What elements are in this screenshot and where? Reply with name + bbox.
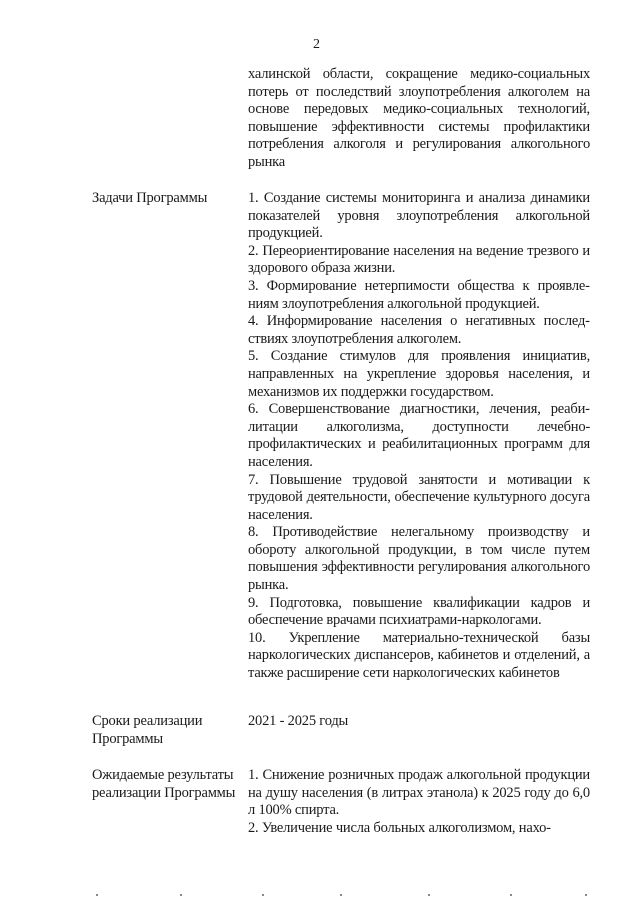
intro-continuation xyxy=(248,66,590,172)
scan-edge-noise xyxy=(0,894,633,900)
results-label: Ожидаемые результаты реализации Программы xyxy=(92,767,236,801)
result-item: 2. Увеличение числа больных алкоголизмом, нахо- xyxy=(248,819,551,836)
task-item: 3. Формирование нетерпимости общества к проявлениям злоупотребления алкогольной продукцией. xyxy=(248,277,590,312)
tasks-label: Задачи Программы xyxy=(92,190,208,206)
terms-value: 2021 - 2025 годы xyxy=(248,713,349,729)
task-item: 8. Противодействие нелегальному производству и обороту алкогольной продукции, в том числе путем повышения эффективности регулирования алкогольного рынка. xyxy=(248,524,590,594)
task-item: 10. Укрепление материально-технической базы наркологических диспансеров, кабинетов и отделений, а также расширение сети наркологических кабинетов xyxy=(248,629,590,682)
task-item: 1. Создание системы мониторинга и анализа динамики показателей уровня злоупотребления алкогольной продукцией. xyxy=(248,190,590,242)
terms-label: Сроки реализации Программы xyxy=(92,713,203,747)
task-item: 6. Совершенствование диагностики, лечения, реабилитации алкоголизма, доступности лечебно-профилактических и реабилитационных программ для населения. xyxy=(248,401,590,470)
result-item: 1. Снижение розничных продаж алкогольной продукции на душу населения (в литрах этанола) к 2025 году до 6,0 л 100% спирта. xyxy=(248,767,590,819)
task-item: 5. Создание стимулов для проявления инициатив, направленных на укрепление здоровья населения, и механизмов их поддержки государством. xyxy=(248,348,590,400)
task-item: 4. Информирование населения о негативных последствиях злоупотребления алкоголем. xyxy=(248,313,590,347)
task-item: 2. Переориентирование населения на ведение трезвого и здорового образа жизни. xyxy=(248,242,590,277)
page-number: 2 xyxy=(313,37,320,52)
task-item: 7. Повышение трудовой занятости и мотивации к трудовой деятельности, обеспечение культурного досуга населения. xyxy=(248,471,590,523)
results-list xyxy=(248,767,590,837)
tasks-list xyxy=(248,190,590,683)
intro-paragraph: халинской области, сокращение медико-социальных потерь от последствий злоупотребления алкоголем на основе передовых медико-социальных технологий, повышение эффективности системы профилактики потребления алкоголя и регулирования алкогольного рынка xyxy=(248,66,590,170)
task-item: 9. Подготовка, повышение квалификации кадров и обеспечение врачами психиатрами-наркологами. xyxy=(248,594,590,629)
